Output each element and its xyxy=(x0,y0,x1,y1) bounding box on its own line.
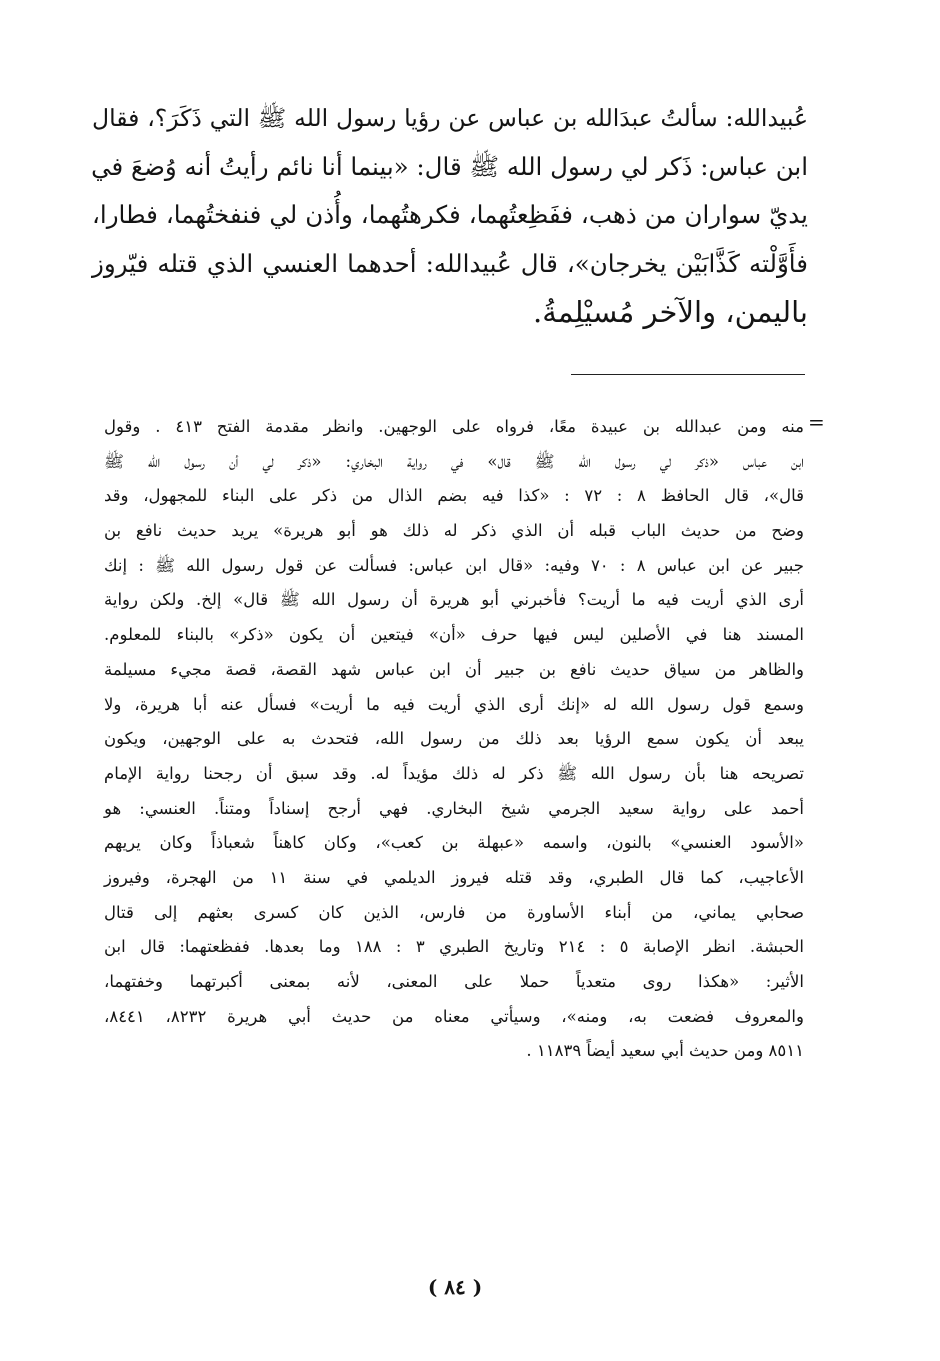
footnote-line: قال»، قال الحافظ ٨ : ٧٢ : «كذا فيه بضم الذال من ذكر على البناء للمجهول، وقد xyxy=(104,486,804,506)
hadith-text xyxy=(92,94,808,337)
footnote-line: منه ومن عبدالله بن عبيدة معًا، فرواه على الوجهين. وانظر مقدمة الفتح ٤١٣ . وقول xyxy=(104,417,804,436)
hadith-line-3: يديّ سواران من ذهب، ففَظِعتُهما، فكرهتُهما، وأُذن لي فنفختُهما، فطارا، xyxy=(92,200,808,229)
footnote-line: والمعروف فضعت به، ومنه»، وسيأتي معناه من حديث أبي هريرة ٨٢٣٢، ٨٤٤١، xyxy=(104,1006,804,1026)
footnote-continuation-mark: = xyxy=(808,410,825,434)
footnote-line: أرى الذي أريت فيه ما أريت؟ فأخبرني أبو هريرة أن رسول الله ﷺ قال» إلخ. ولكن رواية xyxy=(104,590,804,610)
footnote-line: ٨٥١١ ومن حديث أبي سعيد أيضاً ١١٨٣٩ . xyxy=(526,1041,804,1061)
footnote-line: المسند هنا في الأصلين ليس فيها حرف «أن» فيتعين أن يكون «ذكر» بالبناء للمعلوم. xyxy=(104,625,804,645)
footnote-line: ابن عباس «ذكر لي رسول الله ﷺ قال» في رواية البخاري: «ذكر لي أن رسول الله ﷺ xyxy=(104,451,804,471)
footnote-line: وضح من حديث الباب قبله أن الذي ذكر له ذلك هو أبو هريرة» يريد حديث نافع بن xyxy=(104,521,804,541)
footnote-separator xyxy=(571,374,805,375)
hadith-line-5: باليمن، والآخر مُسيْلِمةُ. xyxy=(533,295,808,329)
footnote-line: يبعد أن يكون سمع الرؤيا بعد ذلك من رسول الله، فتحدث به على الوجهين، ويكون xyxy=(104,729,804,749)
footnote-line: أحمد على رواية سعيد الجرمي شيخ البخاري. فهي أرجح إسناداً ومتناً. العنسي: هو xyxy=(104,798,804,818)
footnote-line: الأثير: «هكذا روى متعدياً حملا على المعنى، لأنه بمعنى أكبرتهما وخفتهما، xyxy=(104,972,804,991)
page-number: ( ٨٤ ) xyxy=(427,1275,483,1299)
hadith-line-1: عُبيدالله: سألتُ عبدَالله بن عباس عن رؤيا رسول الله ﷺ التي ذَكَرَ؟، فقال xyxy=(92,104,808,132)
footnote-line: والظاهر من سياق حديث نافع بن جبير أن ابن عباس شهد القصة، قصة مجيء مسيلمة xyxy=(104,659,804,679)
footnote-line: «الأسود العنسي» بالنون، واسمه «عبهلة بن كعب»، وكان كاهناً شعباذاً وكان يريهم xyxy=(104,833,804,853)
footnote-line: وسمع قول رسول الله له «إنك أرى الذي أريت فيه ما أريت» فسأل عنه أبا هريرة، ولا xyxy=(104,694,804,714)
footnote-line: الأعاجيب، كما قال الطبري، وقد قتله فيروز الديلمي في سنة ١١ من الهجرة، وفيروز xyxy=(104,867,804,887)
footnote-line: تصريحه هنا بأن رسول الله ﷺ ذكر له ذلك مؤيداً له. وقد سبق أن رجحنا رواية الإمام xyxy=(104,763,804,783)
hadith-line-2: ابن عباس: ذَكر لي رسول الله ﷺ قال: «بينما أنا نائم رأيتُ أنه وُضعَ في xyxy=(91,151,808,181)
footnote-line: جبير عن ابن عباس ٨ : ٧٠ وفيه: «قال ابن عباس: فسألت عن قول رسول الله ﷺ : إنك xyxy=(104,555,804,575)
hadith-line-4: فأَوَّلْته كَذَّابَيْن يخرجان»، قال عُبيدالله: أحدهما العنسي الذي قتله فيّروز xyxy=(92,248,808,278)
footnote-line: الحبشة. انظر الإصابة ٥ : ٢١٤ وتاريخ الطبري ٣ : ١٨٨ وما بعدها. ففظعتهما: قال ابن xyxy=(104,937,804,957)
footnote-line: صحابي يماني، من أبناء الأساورة من فارس، الذين كان كسرى بعثهم إلى قتال xyxy=(104,902,804,922)
footnote-text xyxy=(104,410,804,1069)
